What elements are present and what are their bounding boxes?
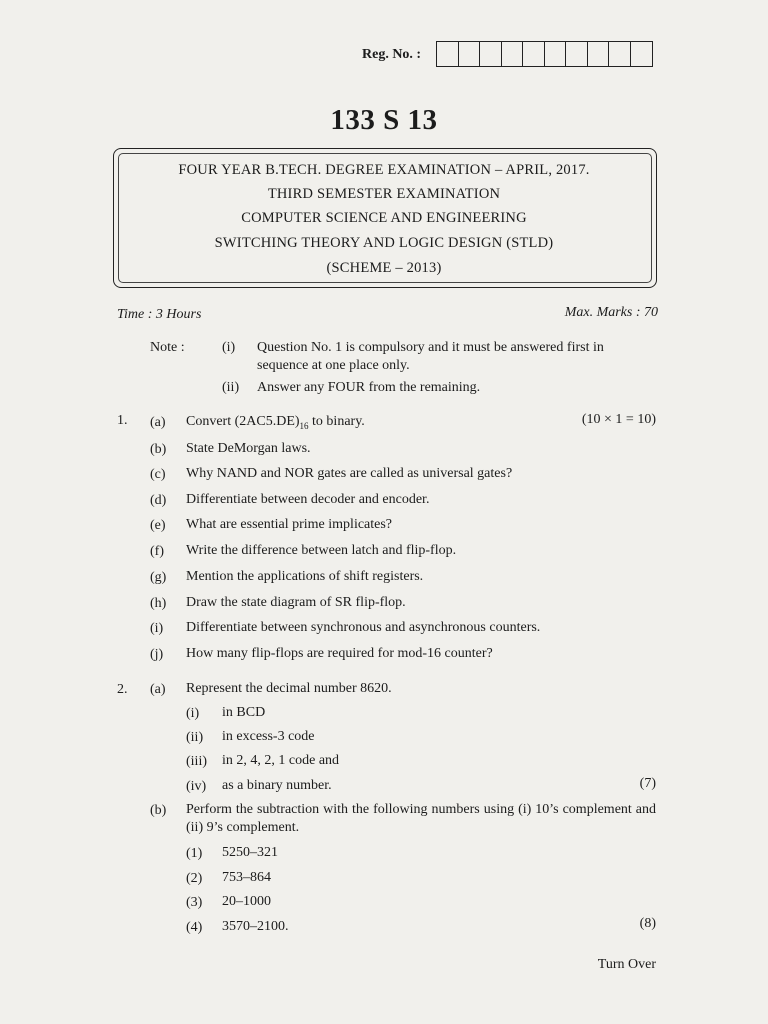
part-text-main: Convert (2AC5.DE) <box>186 414 300 429</box>
turn-over-label: Turn Over <box>597 957 656 972</box>
part-text: Differentiate between synchronous and asynchronous counters. <box>186 620 541 635</box>
part-marks: (7) <box>639 776 656 791</box>
reg-number-label: Reg. No. : <box>362 47 422 62</box>
subitem-text: in BCD <box>222 705 266 720</box>
scheme-line: (SCHEME – 2013) <box>326 260 442 276</box>
part-label: (e) <box>150 518 166 533</box>
part-marks: (8) <box>639 916 656 931</box>
subitem-number: (3) <box>186 895 203 910</box>
part-text: Differentiate between decoder and encoder. <box>186 492 430 507</box>
part-label: (a) <box>150 415 166 430</box>
subitem-number: (i) <box>186 706 200 721</box>
note-item-text: Question No. 1 is compulsory and it must be answered first in sequence at one place only. <box>257 340 604 373</box>
part-label: (b) <box>150 803 167 818</box>
reg-number-cell[interactable] <box>631 42 653 66</box>
question-marks: (10 × 1 = 10) <box>581 412 656 427</box>
subitem-number: (1) <box>186 846 203 861</box>
part-text: State DeMorgan laws. <box>186 441 311 456</box>
part-label: (f) <box>150 544 164 559</box>
reg-number-cell[interactable] <box>523 42 545 66</box>
subitem-text: as a binary number. <box>222 778 332 793</box>
subitem-number: (iv) <box>186 779 207 794</box>
part-text: Represent the decimal number 8620. <box>186 681 392 696</box>
part-text: How many flip-flops are required for mod-16 counter? <box>186 646 493 661</box>
part-text: Mention the applications of shift registers. <box>186 569 424 584</box>
part-text: Write the difference between latch and flip-flop. <box>186 543 457 558</box>
part-text <box>186 414 365 431</box>
part-text: Draw the state diagram of SR flip-flop. <box>186 595 406 610</box>
part-label: (i) <box>150 621 164 636</box>
branch-line: COMPUTER SCIENCE AND ENGINEERING <box>241 210 527 226</box>
exam-title: FOUR YEAR B.TECH. DEGREE EXAMINATION – APRIL, 2017. <box>178 162 590 178</box>
subject-line: SWITCHING THEORY AND LOGIC DESIGN (STLD) <box>214 235 554 251</box>
time-allowed: Time : 3 Hours <box>117 307 202 322</box>
reg-number-cell[interactable] <box>609 42 631 66</box>
note-label: Note : <box>150 340 185 355</box>
reg-number-cell[interactable] <box>480 42 502 66</box>
reg-number-cell[interactable] <box>502 42 524 66</box>
part-label: (c) <box>150 467 166 482</box>
part-text: What are essential prime implicates? <box>186 517 393 532</box>
subitem-number: (4) <box>186 920 203 935</box>
note-item-number: (i) <box>222 340 236 355</box>
part-label: (h) <box>150 596 167 611</box>
part-text: Perform the subtraction with the following numbers using (i) 10’s complement and (ii) 9’s complement. <box>186 802 656 835</box>
subitem-text: 5250–321 <box>222 845 278 860</box>
max-marks: Max. Marks : 70 <box>564 305 658 320</box>
part-text: Why NAND and NOR gates are called as universal gates? <box>186 466 513 481</box>
note-item-text: Answer any FOUR from the remaining. <box>257 380 481 395</box>
reg-number-cell[interactable] <box>545 42 567 66</box>
subitem-number: (2) <box>186 871 203 886</box>
reg-number-boxes[interactable] <box>436 41 653 67</box>
subitem-text: 20–1000 <box>222 894 271 909</box>
question-number: 2. <box>117 682 128 697</box>
reg-number-cell[interactable] <box>459 42 481 66</box>
part-text-rest: to binary. <box>308 414 365 429</box>
subitem-text: 3570–2100. <box>222 919 289 934</box>
reg-number-cell[interactable] <box>588 42 610 66</box>
reg-number-cell[interactable] <box>566 42 588 66</box>
reg-number-cell[interactable] <box>437 42 459 66</box>
part-label: (d) <box>150 493 167 508</box>
subitem-text: in excess-3 code <box>222 729 315 744</box>
subitem-number: (ii) <box>186 730 204 745</box>
question-number: 1. <box>117 413 128 428</box>
semester-line: THIRD SEMESTER EXAMINATION <box>267 186 501 202</box>
part-label: (b) <box>150 442 167 457</box>
subitem-number: (iii) <box>186 754 207 769</box>
paper-code: 133 S 13 <box>330 104 438 136</box>
subitem-text: 753–864 <box>222 870 271 885</box>
base-subscript: 16 <box>299 420 309 431</box>
subitem-text: in 2, 4, 2, 1 code and <box>222 753 340 768</box>
part-label: (a) <box>150 682 166 697</box>
note-item-number: (ii) <box>222 380 240 395</box>
part-label: (j) <box>150 647 164 662</box>
part-label: (g) <box>150 570 167 585</box>
